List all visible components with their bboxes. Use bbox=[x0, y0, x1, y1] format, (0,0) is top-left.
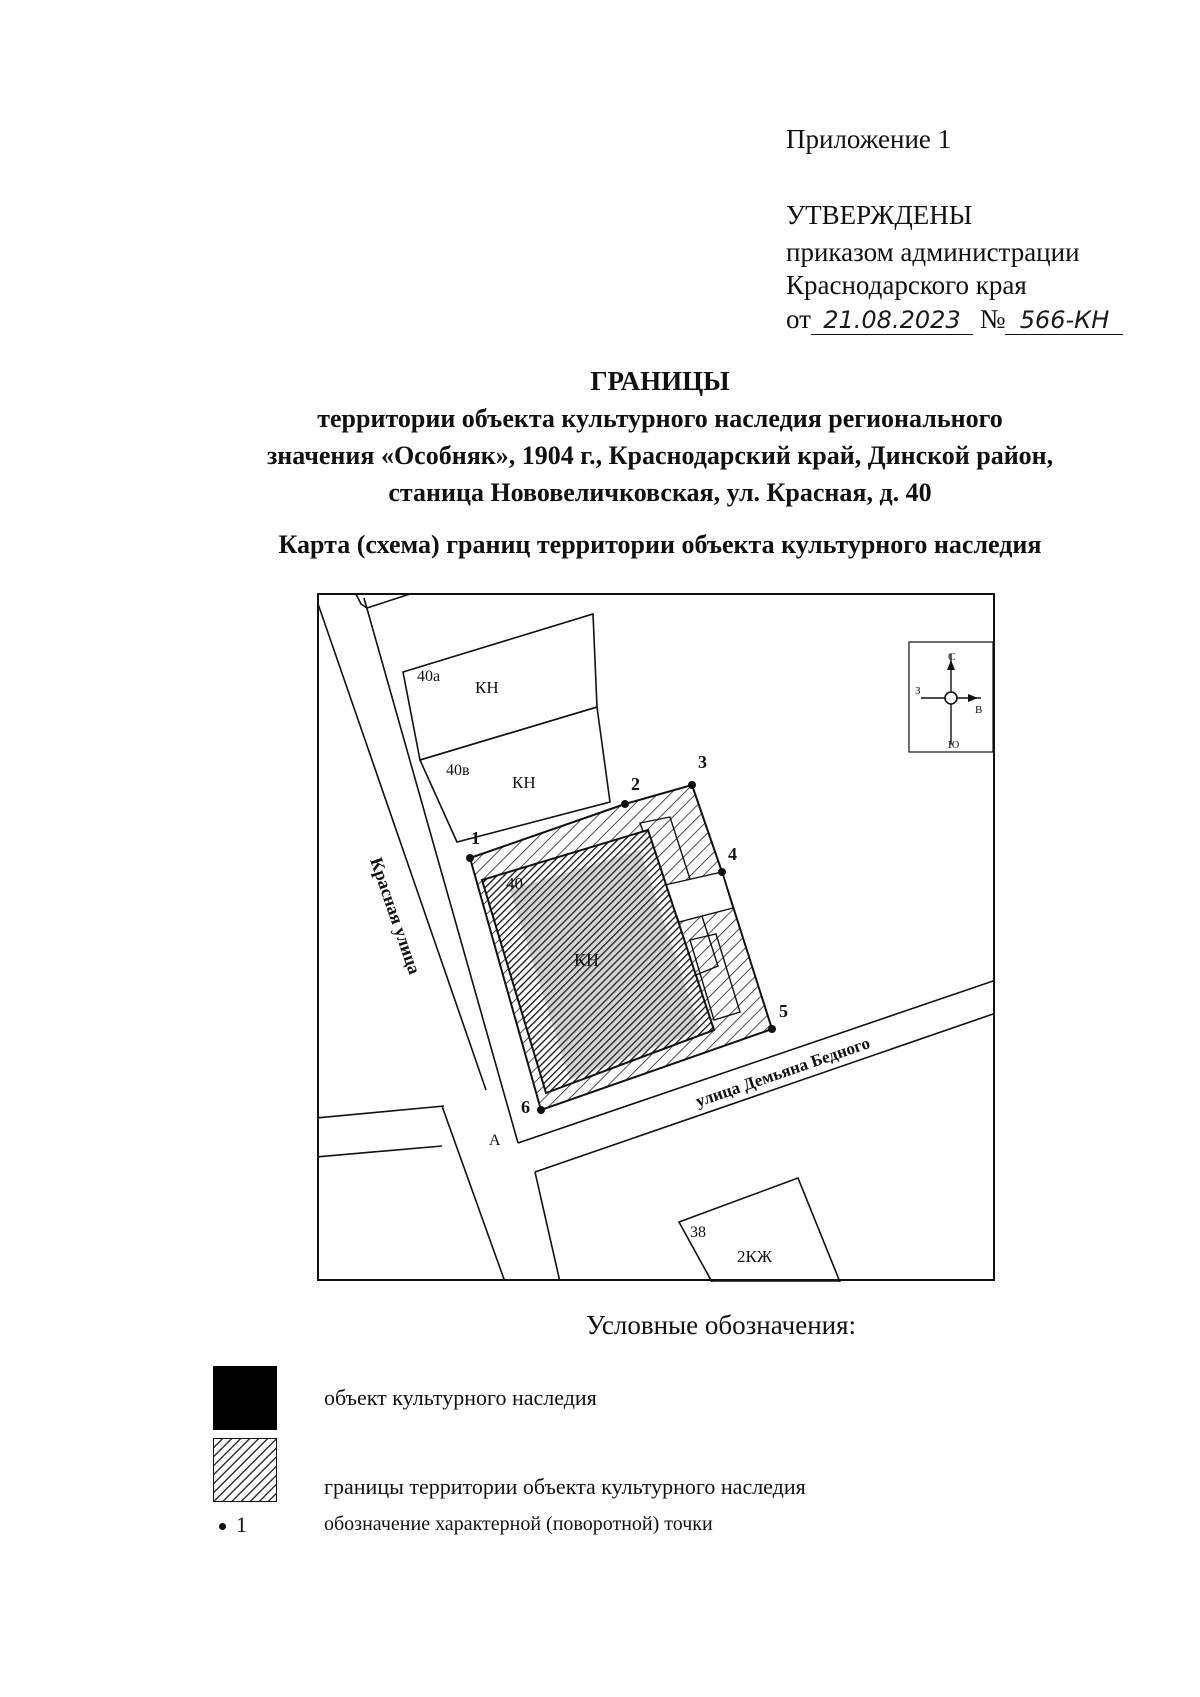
point-label-2: 2 bbox=[631, 774, 640, 794]
street-edge bbox=[316, 1146, 442, 1157]
parcel-38-type: 2КЖ bbox=[737, 1247, 773, 1266]
parcel-40v-id: 40в bbox=[446, 762, 470, 779]
compass-north: С bbox=[948, 651, 956, 663]
map-title: Карта (схема) границ территории объекта культурного наследия bbox=[278, 530, 1042, 559]
boundary-point-1 bbox=[466, 854, 474, 862]
parcel-40-type: КН bbox=[574, 950, 600, 970]
boundary-map bbox=[316, 592, 996, 1282]
approved-heading: УТВЕРЖДЕНЫ bbox=[786, 200, 973, 230]
order-line-1: приказом администрации bbox=[786, 237, 1080, 267]
parcel-40a bbox=[403, 614, 597, 760]
boundary-point-5 bbox=[768, 1025, 776, 1033]
parcel-38-id: 38 bbox=[690, 1224, 706, 1241]
street-edge bbox=[316, 1106, 444, 1118]
boundary-point-3 bbox=[688, 781, 696, 789]
legend-point-marker bbox=[219, 1523, 226, 1530]
legend-label-territory: границы территории объекта культурного наследия bbox=[324, 1474, 806, 1499]
title-line-3: станица Нововеличковская, ул. Красная, д. 40 bbox=[388, 478, 932, 507]
legend-label-heritage-object: объект культурного наследия bbox=[324, 1385, 597, 1410]
title-line-2: значения «Особняк», 1904 г., Краснодарский край, Динской район, bbox=[266, 441, 1054, 470]
intersection-label: А bbox=[489, 1132, 501, 1149]
compass-east: В bbox=[975, 704, 983, 716]
compass-south: Ю bbox=[948, 739, 960, 751]
parcel-40v-type: КН bbox=[512, 773, 536, 792]
parcel-40-id: 40 bbox=[506, 874, 523, 893]
document-title: ГРАНИЦЫ bbox=[590, 366, 730, 396]
number-prefix: № bbox=[979, 304, 1006, 334]
legend-swatch-territory bbox=[213, 1438, 277, 1502]
point-label-5: 5 bbox=[779, 1001, 788, 1021]
order-date-number bbox=[786, 304, 1123, 335]
point-label-6: 6 bbox=[521, 1097, 530, 1117]
parcel-40a-id: 40а bbox=[417, 668, 441, 685]
legend-swatch-heritage-object bbox=[213, 1366, 277, 1430]
compass-rose bbox=[909, 642, 993, 752]
date-prefix: от bbox=[786, 304, 811, 334]
point-label-4: 4 bbox=[728, 844, 737, 864]
boundary-point-6 bbox=[537, 1106, 545, 1114]
parcel-40a-type: КН bbox=[475, 678, 499, 697]
legend-label-turning-point: обозначение характерной (поворотной) точки bbox=[324, 1513, 713, 1535]
title-line-1: территории объекта культурного наследия регионального bbox=[317, 404, 1003, 433]
compass-west: З bbox=[915, 685, 921, 697]
street-name-krasnaya: Красная улица bbox=[366, 854, 425, 977]
legend-title: Условные обозначения: bbox=[586, 1310, 857, 1340]
boundary-point-4 bbox=[718, 868, 726, 876]
point-label-1: 1 bbox=[471, 828, 480, 848]
order-line-2: Краснодарского края bbox=[786, 270, 1027, 300]
order-date: 21.08.2023 bbox=[811, 306, 973, 335]
boundary-point-2 bbox=[621, 800, 629, 808]
appendix-label: Приложение 1 bbox=[786, 124, 952, 154]
street-edge bbox=[316, 598, 486, 1090]
legend-point-number: 1 bbox=[236, 1512, 247, 1537]
street-edge bbox=[535, 1172, 560, 1282]
street-name-demyana: улица Демьяна Бедного bbox=[693, 1033, 873, 1111]
order-number: 566-КН bbox=[1005, 306, 1123, 335]
point-label-3: 3 bbox=[698, 752, 707, 772]
